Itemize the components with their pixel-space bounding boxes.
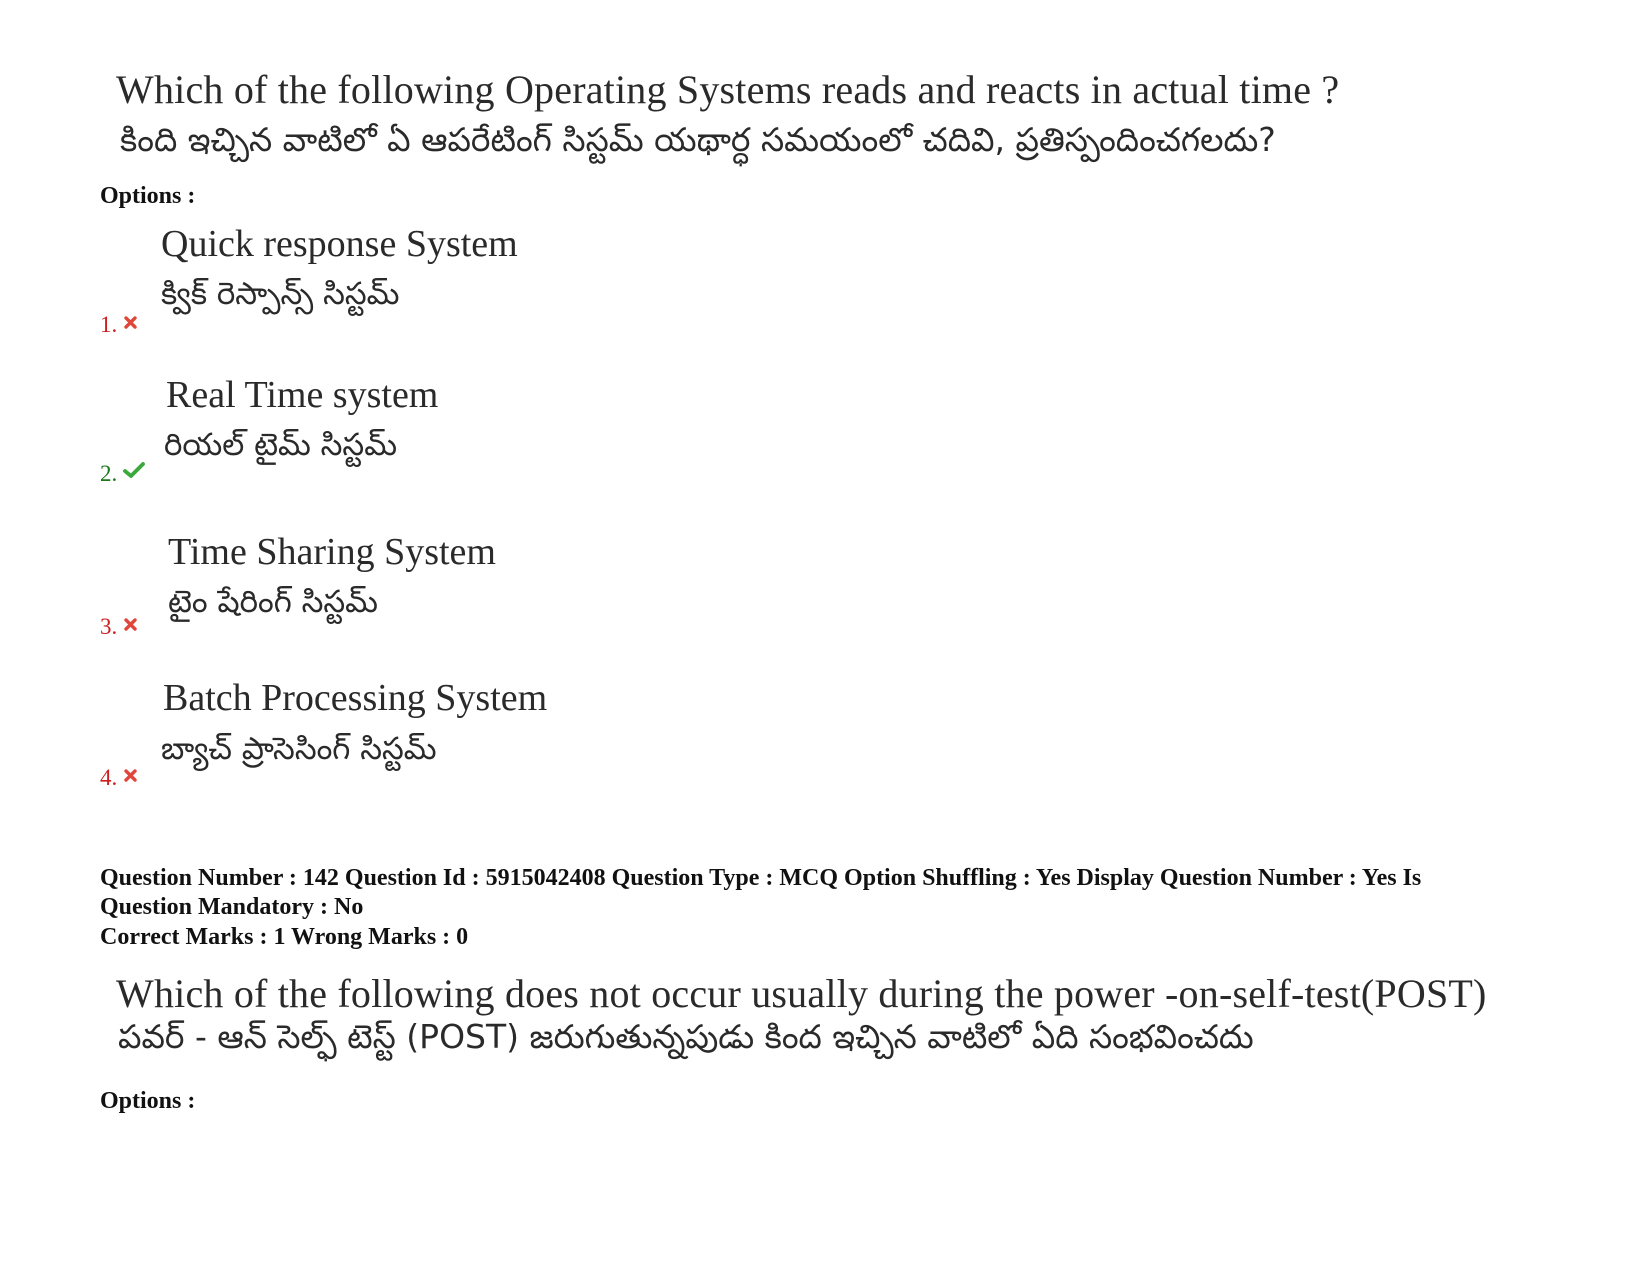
check-icon [123, 459, 145, 485]
option-3-number: 3. [100, 614, 118, 639]
option-3-text-te: టైం షేరింగ్ సిస్టమ్ [168, 584, 378, 620]
option-4-marker [100, 763, 138, 791]
option-2-text-en: Real Time system [166, 374, 439, 416]
option-4-number: 4. [100, 765, 118, 790]
question-meta-line-2: Question Mandatory : No [100, 894, 364, 920]
option-1-text-te: క్విక్ రెస్పాన్స్ సిస్టమ్ [161, 276, 400, 312]
option-4-text-te: బ్యాచ్ ప్రాసెసింగ్ సిస్టమ్ [161, 731, 437, 767]
cross-icon [123, 763, 138, 789]
options-label: Options : [100, 183, 196, 209]
option-2-marker [100, 459, 145, 487]
option-2-number: 2. [100, 461, 118, 486]
question-text-en: Which of the following Operating Systems reads and reacts in actual time ? [116, 67, 1340, 112]
question-meta-line-1: Question Number : 142 Question Id : 5915042408 Question Type : MCQ Option Shuffling : Yes Display Question Number : Yes Is [100, 865, 1422, 891]
options-label-142: Options : [100, 1088, 196, 1114]
question-meta [100, 864, 1421, 922]
option-1-text-en: Quick response System [161, 223, 518, 265]
cross-icon [123, 310, 138, 336]
option-3-text-en: Time Sharing System [168, 531, 496, 573]
option-3-marker [100, 612, 138, 640]
cross-icon [123, 612, 138, 638]
option-1-marker [100, 310, 138, 338]
option-2-text-te: రియల్ టైమ్ సిస్టమ్ [164, 427, 397, 463]
question-142-text-te: పవర్ - ఆన్ సెల్ఫ్ టెస్ట్ (POST) జరుగుతున్నపుడు కింద ఇచ్చిన వాటిలో ఏది సంభవించదు [118, 1017, 1254, 1056]
question-text-te: కింది ఇచ్చిన వాటిలో ఏ ఆపరేటింగ్ సిస్టమ్ యథార్ధ సమయంలో చదివి, ప్రతిస్పందించగలదు? [120, 120, 1276, 159]
marks-info: Correct Marks : 1 Wrong Marks : 0 [100, 924, 469, 950]
option-1-number: 1. [100, 312, 118, 337]
question-142-text-en: Which of the following does not occur usually during the power -on-self-test(POST) [116, 971, 1487, 1016]
option-4-text-en: Batch Processing System [163, 677, 548, 719]
